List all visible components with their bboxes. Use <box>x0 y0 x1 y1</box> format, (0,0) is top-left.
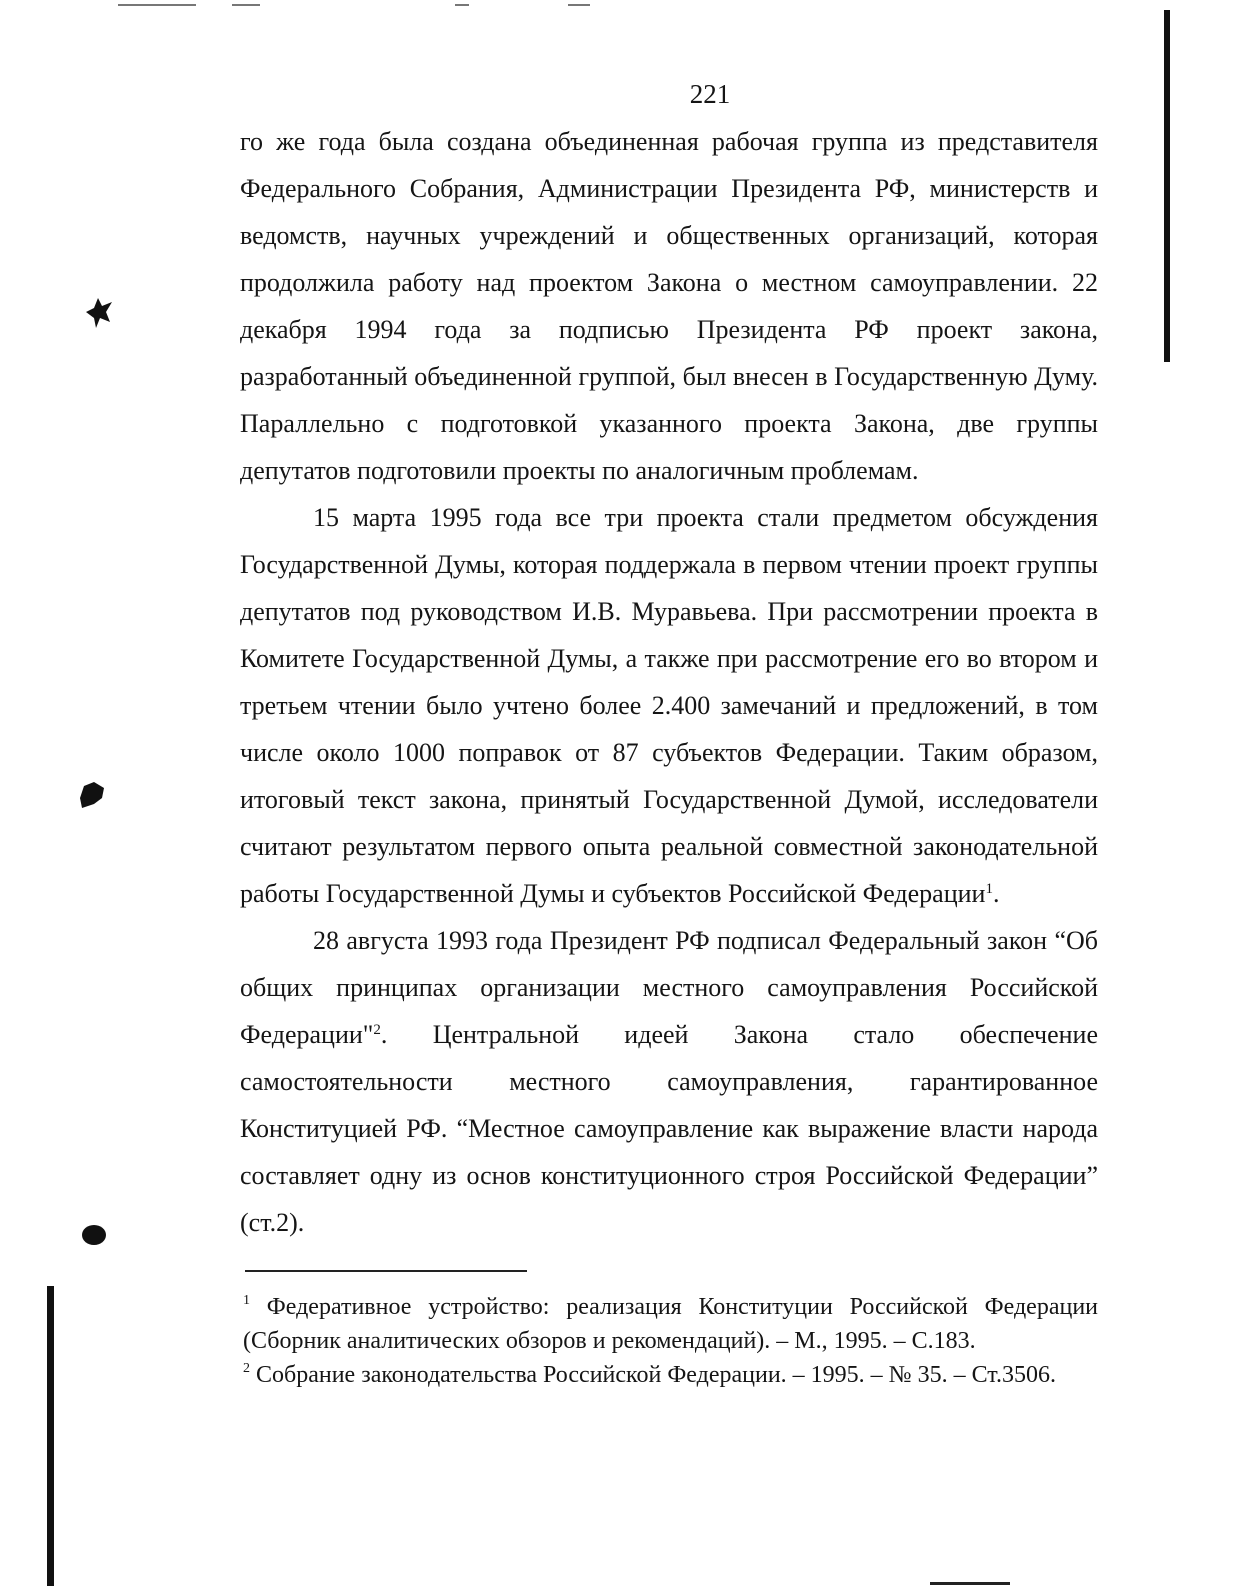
scan-edge-bar <box>1164 10 1170 362</box>
footnote <box>243 1358 1098 1392</box>
paragraph-continuation: го же года была создана объединенная рабочая группа из представителя Федерального Собрания, Администрации Президента РФ, министерств и ведомств, научных учреждений и общественных организаций, которая продолжила работу над проектом Закона о местном самоуправлении. 22 декабря 1994 года за подписью Президента РФ проект закона, разработанный объединенной группой, был внесен в Государственную Думу. Параллельно с подготовкой указанного проекта Закона, две группы депутатов подготовили проекты по аналогичным проблемам. <box>240 127 1098 485</box>
scan-artifact-line <box>232 4 260 6</box>
scan-artifact-line <box>930 1582 1010 1585</box>
footnotes <box>243 1290 1098 1392</box>
main-text <box>240 118 1098 1246</box>
paragraph-text: . Центральной идеей Закона стало обеспечение самостоятельности местного самоуправления, гарантированное Конституцией РФ. “Местное самоуправление как выражение власти народа составляет одну из основ конституционного строя Российской Федерации” (ст.2). <box>240 1020 1098 1237</box>
footnote-separator <box>245 1270 527 1272</box>
page-number: 221 <box>689 79 731 109</box>
scan-edge-bar <box>47 1286 54 1586</box>
punch-hole-mark <box>80 294 120 334</box>
paragraph-text: 15 марта 1995 года все три проекта стали предметом обсуждения Государственной Думы, которая поддержала в первом чтении проект группы депутатов под руководством И.В. Муравьева. При рассмотрении проекта в Комитете Государственной Думы, а также при рассмотрение его во втором и третьем чтении было учтено более 2.400 замечаний и предложений, в том числе около 1000 поправок от 87 субъектов Федерации. Таким образом, итоговый текст закона, принятый Государственной Думой, исследователи считают результатом первого опыта реальной совместной законодательной работы Государственной Думы и субъектов Российской Федерации <box>240 503 1098 908</box>
footnote-marker: 2 <box>243 1361 250 1376</box>
footnote-reference: 1 <box>985 881 993 897</box>
punch-hole-mark <box>74 778 110 814</box>
paragraph <box>240 917 1098 1246</box>
paragraph: 15 марта 1995 года все три проекта стали предметом обсуждения Государственной Думы, которая поддержала в первом чтении проект группы депутатов под руководством И.В. Муравьева. При рассмотрении проекта в Комитете Государственной Думы, а также при рассмотрение его во втором и третьем чтении было учтено более 2.400 замечаний и предложений, в том числе около 1000 поправок от 87 субъектов Федерации. Таким образом, итоговый текст закона, принятый Государственной Думой, исследователи считают результатом первого опыта реальной совместной законодательной работы Государственной Думы и субъектов Российской Федерации$^1$. <box>240 503 1098 908</box>
scan-artifact-line <box>118 4 196 6</box>
paragraph-text: 28 августа 1993 года Президент РФ подписал Федеральный закон “Об общих принципах организации местного самоуправления Российской Федерации" <box>240 926 1098 1049</box>
footnote-text: Федеративное устройство: реализация Конституции Российской Федерации (Сборник аналитических обзоров и рекомендаций). – М., 1995. – С.183. <box>243 1294 1098 1354</box>
footnote-text: Собрание законодательства Российской Федерации. – 1995. – № 35. – Ст.3506. <box>256 1362 1056 1388</box>
footnote-marker: 1 <box>243 1293 250 1308</box>
scan-artifact-line <box>455 4 469 6</box>
punch-hole-mark <box>76 1220 110 1250</box>
footnote <box>243 1290 1098 1358</box>
scan-artifact-line <box>568 4 590 6</box>
footnote-reference: 2 <box>373 1022 381 1038</box>
